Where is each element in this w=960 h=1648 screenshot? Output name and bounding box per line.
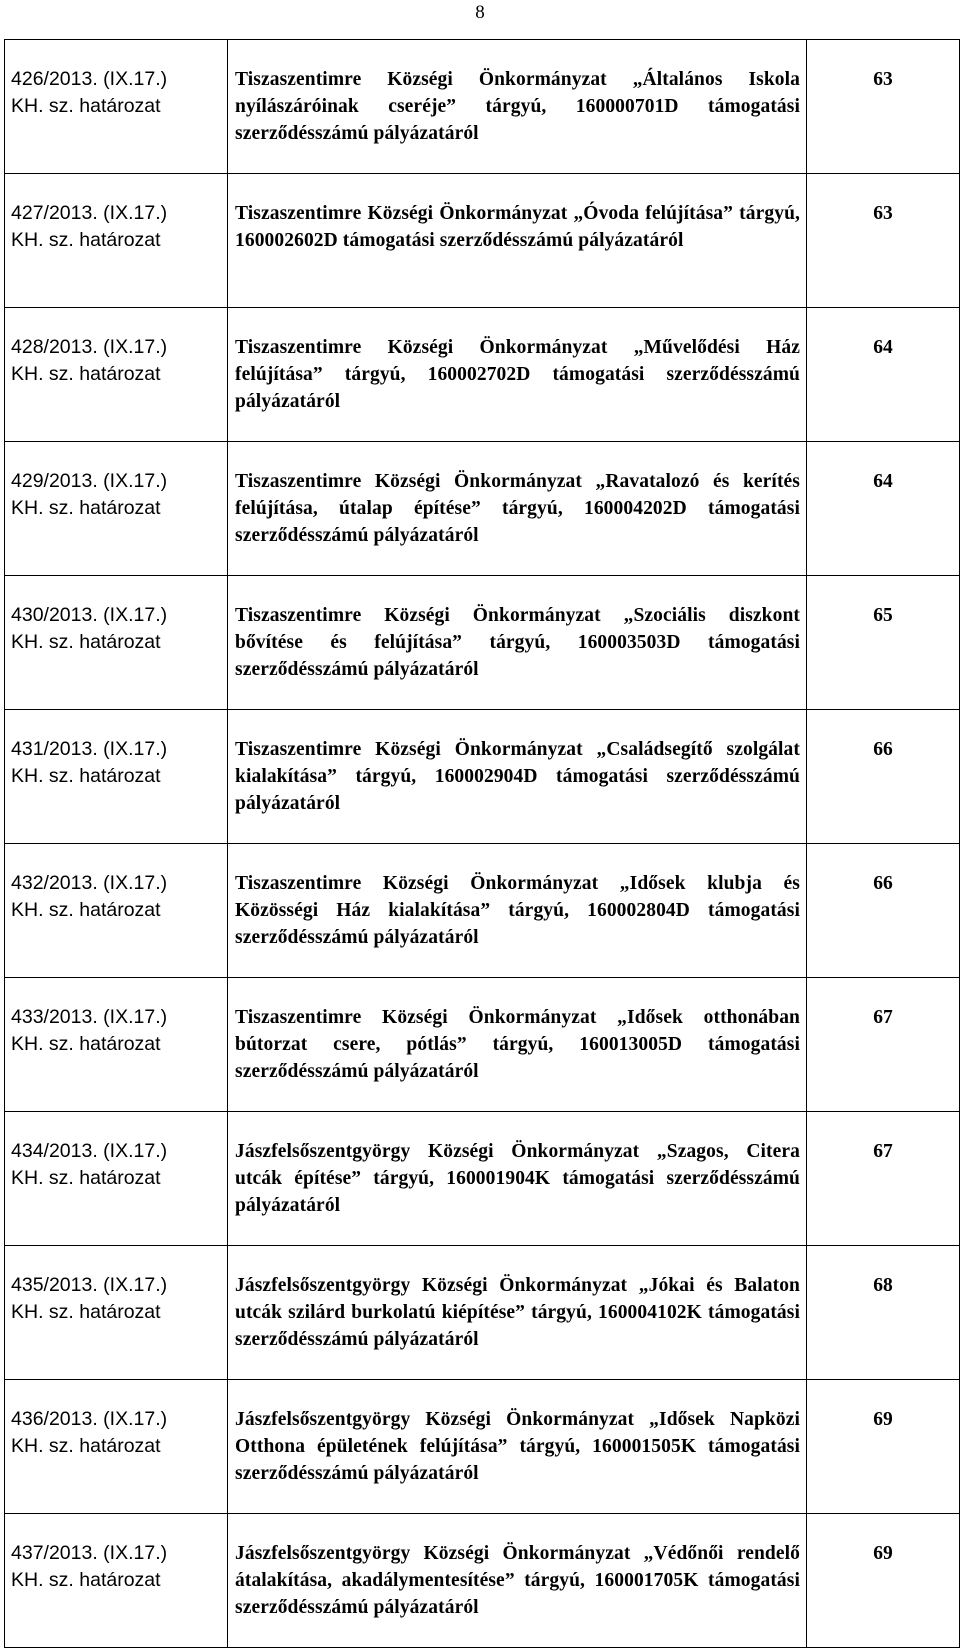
resolution-type: KH. sz. határozat xyxy=(11,1435,161,1457)
resolution-page: 65 xyxy=(807,576,960,710)
resolution-description: Jászfelsőszentgyörgy Községi Önkormányzat „Szagos, Citera utcák építése” tárgyú, 160001904K támogatási szerződésszámú pályázatáról xyxy=(228,1112,807,1246)
table-row xyxy=(5,844,960,978)
resolution-reference xyxy=(5,442,228,576)
resolution-number: 436/2013. (IX.17.) xyxy=(11,1408,168,1430)
resolution-number: 435/2013. (IX.17.) xyxy=(11,1274,168,1296)
resolution-description: Tiszaszentimre Községi Önkormányzat „Művelődési Ház felújítása” tárgyú, 160002702D támogatási szerződésszámú pályázatáról xyxy=(228,308,807,442)
table-row xyxy=(5,1514,960,1648)
resolution-number: 427/2013. (IX.17.) xyxy=(11,202,168,224)
resolution-description: Jászfelsőszentgyörgy Községi Önkormányzat „Jókai és Balaton utcák szilárd burkolatú kiépítése” tárgyú, 160004102K támogatási szerződésszámú pályázatáról xyxy=(228,1246,807,1380)
resolution-type: KH. sz. határozat xyxy=(11,765,161,787)
resolution-reference xyxy=(5,978,228,1112)
resolution-number: 431/2013. (IX.17.) xyxy=(11,738,168,760)
table-row xyxy=(5,1380,960,1514)
resolution-type: KH. sz. határozat xyxy=(11,1167,161,1189)
resolution-number: 428/2013. (IX.17.) xyxy=(11,336,168,358)
resolution-type: KH. sz. határozat xyxy=(11,95,161,117)
page-number: 8 xyxy=(475,2,485,23)
resolution-description: Jászfelsőszentgyörgy Községi Önkormányzat „Védőnői rendelő átalakítása, akadálymentesítése” tárgyú, 160001705K támogatási szerződésszámú pályázatáról xyxy=(228,1514,807,1648)
resolution-description: Jászfelsőszentgyörgy Községi Önkormányzat „Idősek Napközi Otthona épületének felújítása” tárgyú, 160001505K támogatási szerződésszámú pályázatáról xyxy=(228,1380,807,1514)
resolution-reference xyxy=(5,1112,228,1246)
resolution-type: KH. sz. határozat xyxy=(11,363,161,385)
resolution-page: 64 xyxy=(807,308,960,442)
resolution-type: KH. sz. határozat xyxy=(11,1033,161,1055)
resolution-page: 66 xyxy=(807,844,960,978)
resolution-number: 430/2013. (IX.17.) xyxy=(11,604,168,626)
resolution-type: KH. sz. határozat xyxy=(11,1569,161,1591)
resolution-type: KH. sz. határozat xyxy=(11,229,161,251)
resolution-page: 69 xyxy=(807,1514,960,1648)
resolution-type: KH. sz. határozat xyxy=(11,1301,161,1323)
resolution-reference xyxy=(5,1380,228,1514)
resolution-page: 69 xyxy=(807,1380,960,1514)
resolution-number: 437/2013. (IX.17.) xyxy=(11,1542,168,1564)
resolution-page: 64 xyxy=(807,442,960,576)
table-row xyxy=(5,1112,960,1246)
resolution-number: 432/2013. (IX.17.) xyxy=(11,872,168,894)
resolutions-table xyxy=(4,39,960,1648)
resolution-page: 66 xyxy=(807,710,960,844)
resolution-type: KH. sz. határozat xyxy=(11,631,161,653)
resolution-reference xyxy=(5,576,228,710)
resolution-page: 68 xyxy=(807,1246,960,1380)
resolution-reference xyxy=(5,710,228,844)
table-row xyxy=(5,978,960,1112)
table-row xyxy=(5,442,960,576)
resolution-description: Tiszaszentimre Községi Önkormányzat „Családsegítő szolgálat kialakítása” tárgyú, 160002904D támogatási szerződésszámú pályázatáról xyxy=(228,710,807,844)
resolution-number: 433/2013. (IX.17.) xyxy=(11,1006,168,1028)
resolution-reference xyxy=(5,844,228,978)
resolution-page: 63 xyxy=(807,174,960,308)
resolution-number: 434/2013. (IX.17.) xyxy=(11,1140,168,1162)
resolution-page: 67 xyxy=(807,978,960,1112)
resolution-number: 426/2013. (IX.17.) xyxy=(11,68,168,90)
resolution-description: Tiszaszentimre Községi Önkormányzat „Idősek klubja és Közösségi Ház kialakítása” tárgyú, 160002804D támogatási szerződésszámú pályázatáról xyxy=(228,844,807,978)
resolution-number: 429/2013. (IX.17.) xyxy=(11,470,168,492)
resolution-type: KH. sz. határozat xyxy=(11,497,161,519)
resolution-description: Tiszaszentimre Községi Önkormányzat „Általános Iskola nyílászáróinak cseréje” tárgyú, 160000701D támogatási szerződésszámú pályázatáról xyxy=(228,40,807,174)
resolution-reference xyxy=(5,1246,228,1380)
resolution-reference xyxy=(5,1514,228,1648)
table-row xyxy=(5,576,960,710)
resolution-page: 63 xyxy=(807,40,960,174)
resolution-page: 67 xyxy=(807,1112,960,1246)
resolution-description: Tiszaszentimre Községi Önkormányzat „Óvoda felújítása” tárgyú, 160002602D támogatási szerződésszámú pályázatáról xyxy=(228,174,807,308)
resolution-description: Tiszaszentimre Községi Önkormányzat „Ravatalozó és kerítés felújítása, útalap építése” tárgyú, 160004202D támogatási szerződésszámú pályázatáról xyxy=(228,442,807,576)
table-row xyxy=(5,308,960,442)
resolution-description: Tiszaszentimre Községi Önkormányzat „Szociális diszkont bővítése és felújítása” tárgyú, 160003503D támogatási szerződésszámú pályázatáról xyxy=(228,576,807,710)
resolution-reference xyxy=(5,174,228,308)
resolutions-table-body xyxy=(5,40,960,1648)
table-row xyxy=(5,1246,960,1380)
resolution-reference xyxy=(5,40,228,174)
table-row xyxy=(5,710,960,844)
resolution-reference xyxy=(5,308,228,442)
table-row xyxy=(5,40,960,174)
resolution-description: Tiszaszentimre Községi Önkormányzat „Idősek otthonában bútorzat csere, pótlás” tárgyú, 160013005D támogatási szerződésszámú pályázatáról xyxy=(228,978,807,1112)
table-row xyxy=(5,174,960,308)
resolution-type: KH. sz. határozat xyxy=(11,899,161,921)
